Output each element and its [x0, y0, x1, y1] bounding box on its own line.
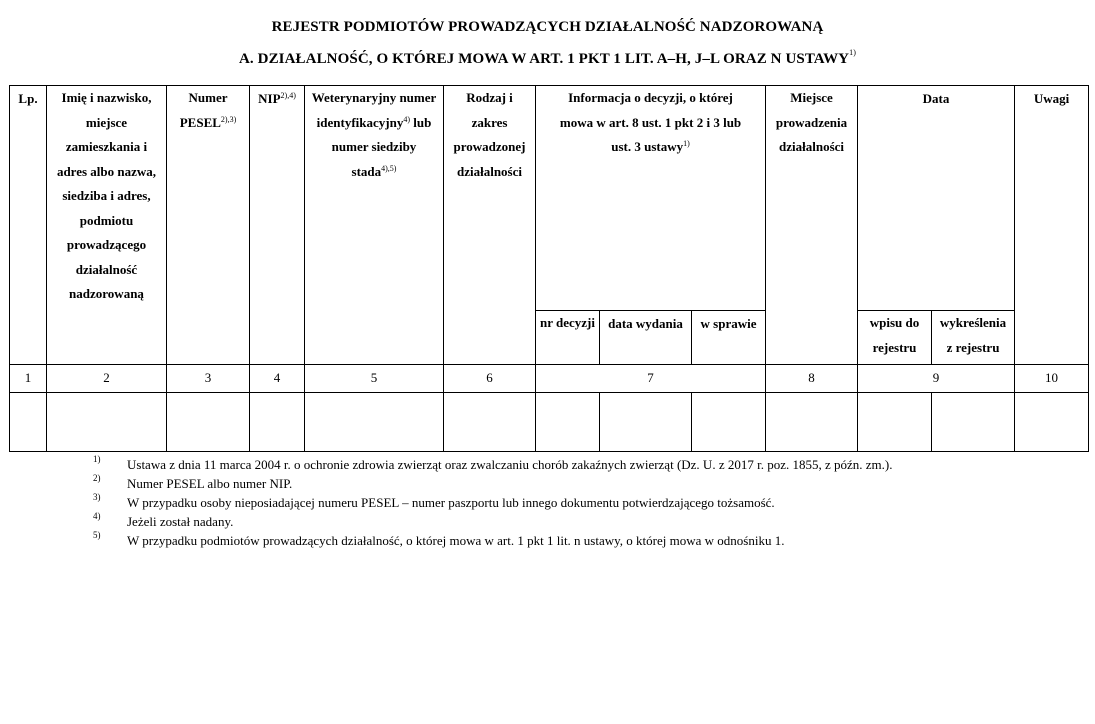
table-cell	[536, 393, 600, 452]
footnote-mark: 4)	[93, 511, 101, 521]
header-lp: Lp.	[10, 86, 47, 365]
header-date: Data	[858, 86, 1015, 311]
footnote	[93, 493, 892, 512]
header-pesel: Numer $PESEL^{2),3)}$	[167, 86, 250, 365]
column-number: 9	[858, 365, 1015, 393]
footnote	[93, 531, 892, 550]
header-vet-number: Weterynaryjny numer identyfikacyjny$^{4)}$ lub numer siedziby stada$^{4),5)}$	[305, 86, 444, 365]
footnote	[93, 474, 892, 493]
footnote-mark: 5)	[93, 530, 101, 540]
table-cell	[305, 393, 444, 452]
footnote	[93, 512, 892, 531]
header-remarks: Uwagi	[1015, 86, 1089, 365]
table-row	[10, 393, 1089, 452]
table-cell	[692, 393, 766, 452]
table-cell	[1015, 393, 1089, 452]
footnote-text: Numer PESEL albo numer NIP.	[127, 476, 293, 491]
register-table	[9, 85, 1089, 452]
column-number: 7	[536, 365, 766, 393]
footnote-mark: 3)	[93, 492, 101, 502]
column-number: 10	[1015, 365, 1089, 393]
header-entry-date: wpisu do rejestru	[858, 311, 932, 365]
column-number: 6	[444, 365, 536, 393]
table-cell	[766, 393, 858, 452]
header-activity-type: Rodzaj i zakres prowadzonej działalności	[444, 86, 536, 365]
document-subtitle: A. DZIAŁALNOŚĆ, O KTÓREJ MOWA W ART. 1 PKT 1 LIT. A–H, J–L ORAZ N USTAWY$^{1)}$	[239, 48, 856, 67]
table-cell	[47, 393, 167, 452]
footnote-ref: 1)	[849, 48, 856, 57]
column-number: 3	[167, 365, 250, 393]
footnote-mark: 1)	[93, 454, 101, 464]
column-number: 1	[10, 365, 47, 393]
table-cell	[10, 393, 47, 452]
header-decision-info: Informacja o decyzji, o której mowa w art. 8 ust. 1 pkt 2 i 3 lub ust. 3 ustawy$^{1)}$	[536, 86, 766, 311]
document-title: REJESTR PODMIOTÓW PROWADZĄCYCH DZIAŁALNOŚĆ NADZOROWANĄ	[271, 19, 824, 35]
header-decision-number: nr decyzji	[536, 311, 600, 365]
footnote	[93, 455, 892, 474]
header-activity-place: Miejsce prowadzenia działalności	[766, 86, 858, 365]
table-cell	[932, 393, 1015, 452]
footnote-text: Ustawa z dnia 11 marca 2004 r. o ochronie zdrowia zwierząt oraz zwalczaniu chorób zakaźnych zwierząt (Dz. U. z 2017 r. poz. 1855, z późn. zm.).	[127, 457, 893, 472]
column-number: 8	[766, 365, 858, 393]
footnote-text: W przypadku podmiotów prowadzących działalność, o której mowa w art. 1 pkt 1 lit. n ustawy, o której mowa w odnośniku 1.	[127, 533, 785, 548]
column-number: 4	[250, 365, 305, 393]
footnote-text: W przypadku osoby nieposiadającej numeru PESEL – numer paszportu lub innego dokumentu potwierdzającego tożsamość.	[127, 495, 775, 510]
header-nip: $NIP^{2),4)}$	[250, 86, 305, 365]
header-subject: w sprawie	[692, 311, 766, 365]
footnotes	[93, 455, 892, 550]
footnote-text: Jeżeli został nadany.	[127, 514, 234, 529]
table-cell	[250, 393, 305, 452]
header-name-address: Imię i nazwisko, miejsce zamieszkania i adres albo nazwa, siedziba i adres, podmiotu prowadzącego działalność nadzorowaną	[47, 86, 167, 365]
footnote-mark: 2)	[93, 473, 101, 483]
table-cell	[858, 393, 932, 452]
table-cell	[600, 393, 692, 452]
column-number: 2	[47, 365, 167, 393]
table-cell	[167, 393, 250, 452]
table-cell	[444, 393, 536, 452]
column-number: 5	[305, 365, 444, 393]
header-removal-date: wykreślenia z rejestru	[932, 311, 1015, 365]
header-issue-date: data wydania	[600, 311, 692, 365]
